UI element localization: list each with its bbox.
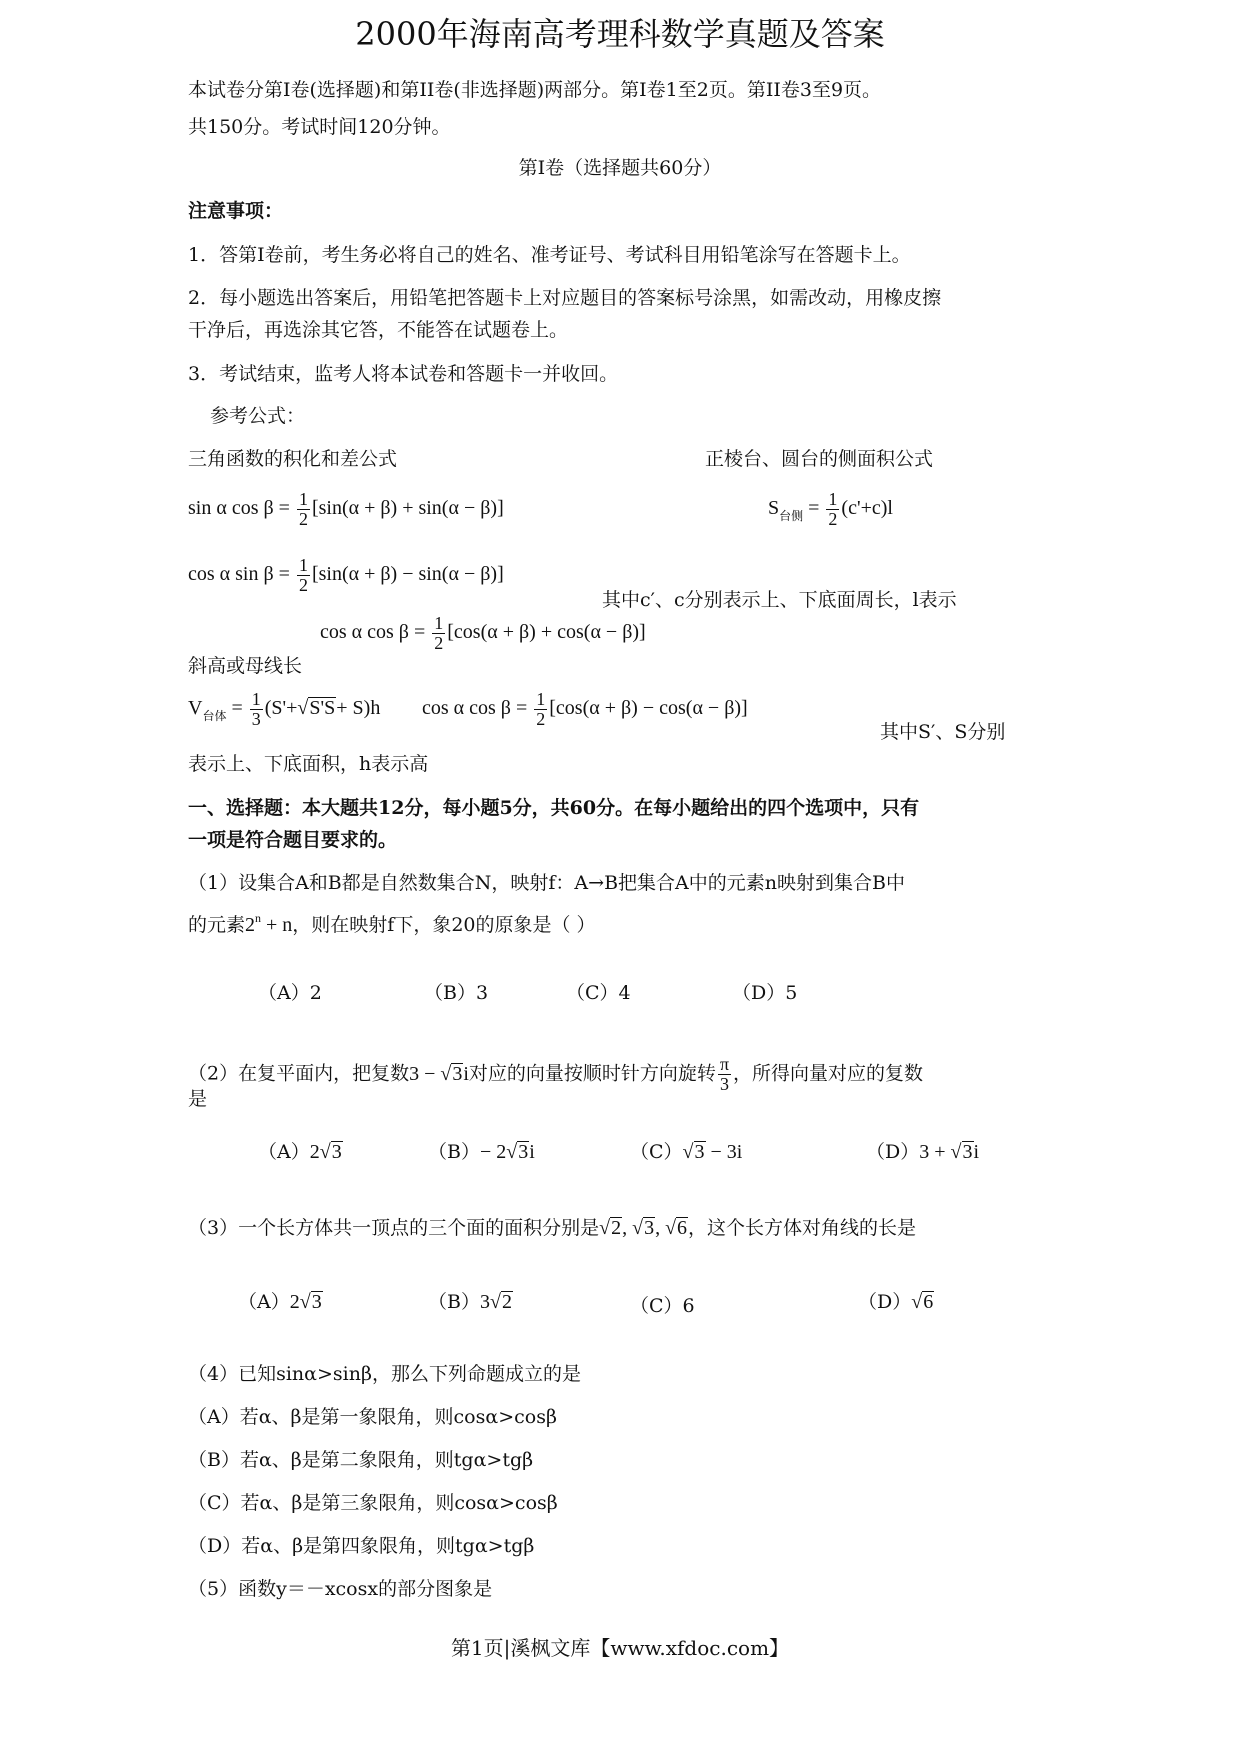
q4-option-a[interactable]: （A）若α、β是第一象限角，则cosα>cosβ xyxy=(188,1406,557,1428)
q1-option-b[interactable]: （B）3 xyxy=(424,982,489,1004)
q1-option-a[interactable]: （A）2 xyxy=(258,982,322,1004)
part1-heading: 第Ⅰ卷（选择题共60分） xyxy=(518,157,722,179)
notice-item-2b: 干净后，再选涂其它答，不能答在试题卷上。 xyxy=(188,319,569,341)
frustum-note-2: 其中S′、S分别 xyxy=(880,721,1006,743)
q3-stem: （3）一个长方体共一顶点的三个面的面积分别是√2, √3, √6，这个长方体对角线的长是 xyxy=(188,1217,917,1239)
notice-item-1: 1．答第Ⅰ卷前，考生务必将自己的姓名、准考证号、考试科目用铅笔涂写在答题卡上。 xyxy=(188,244,911,266)
trig-formula-3: cos α cos β = $\frac{1}{2}$ [cos(α + β) + cos(α − β)] xyxy=(320,613,646,653)
q2-option-b[interactable]: （B）− 2√3i xyxy=(428,1141,535,1163)
intro-line-1: 本试卷分第Ⅰ卷(选择题)和第II卷(非选择题)两部分。第Ⅰ卷1至2页。第II卷3至9页。 xyxy=(188,79,882,101)
formula-lhs: sin α cos β = xyxy=(188,497,290,520)
intro-line-2: 共150分。考试时间120分钟。 xyxy=(188,116,451,138)
page-footer: 第1页|溪枫文库【www.xfdoc.com】 xyxy=(450,1636,790,1660)
q4-option-d[interactable]: （D）若α、β是第四象限角，则tgα>tgβ xyxy=(188,1535,535,1557)
trig-formula-4: cos α cos β = $\frac{1}{2}$ [cos(α + β) − cos(α − β)] xyxy=(422,689,748,729)
frustum-note-1: 其中c′、c分别表示上、下底面周长，l表示 xyxy=(602,589,957,611)
notice-heading: 注意事项： xyxy=(188,200,284,222)
q3-option-d[interactable]: （D）√6 xyxy=(858,1291,934,1313)
q4-stem: （4）已知sinα>sinβ，那么下列命题成立的是 xyxy=(188,1363,581,1385)
section1-heading-2: 一项是符合题目要求的。 xyxy=(188,829,398,851)
notice-item-2a: 2．每小题选出答案后，用铅笔把答题卡上对应题目的答案标号涂黑，如需改动，用橡皮擦 xyxy=(188,287,942,309)
trig-formula-1 xyxy=(188,490,504,529)
q2-stem-1: （2）在复平面内，把复数3 − √3i对应的向量按顺时针方向旋转 $\frac{\pi}{3}$ ，所得向量对应的复数 xyxy=(188,1054,924,1094)
q2-option-d[interactable]: （D）3 + √3i xyxy=(866,1141,980,1163)
fraction-half: $\frac{1}{2}$ xyxy=(298,489,308,529)
q3-option-a[interactable]: （A）2√3 xyxy=(238,1291,322,1313)
page-title: 2000年海南高考理科数学真题及答案 xyxy=(355,15,885,53)
q3-option-c[interactable]: （C）6 xyxy=(630,1295,695,1317)
trig-formula-2: cos α sin β = $\frac{1}{2}$ [sin(α + β) − sin(α − β)] xyxy=(188,555,504,595)
q3-option-b[interactable]: （B）3√2 xyxy=(428,1291,512,1313)
q2-option-c[interactable]: （C）√3 − 3i xyxy=(630,1141,743,1163)
q4-option-b[interactable]: （B）若α、β是第二象限角，则tgα>tgβ xyxy=(188,1449,534,1471)
frustum-formula-heading: 正棱台、圆台的侧面积公式 xyxy=(705,448,934,470)
formula-rhs: [sin(α + β) + sin(α − β)] xyxy=(311,497,504,520)
formula-heading: 参考公式： xyxy=(210,405,306,427)
q2-option-a[interactable]: （A）2√3 xyxy=(258,1141,342,1163)
frustum-lateral-area-formula: $S_{台侧}$ = $\frac{1}{2}$ (c'+c)l xyxy=(768,489,893,529)
frustum-note-1b: 斜高或母线长 xyxy=(188,655,303,677)
q1-stem-2: 的元素2$^n$ + n，则在映射f下，象20的原象是（ ） xyxy=(188,911,596,936)
q4-option-c[interactable]: （C）若α、β是第三象限角，则cosα>cosβ xyxy=(188,1492,558,1514)
q2-stem-2: 是 xyxy=(188,1088,208,1110)
frustum-note-2b: 表示上、下底面积，h表示高 xyxy=(188,753,429,775)
trig-formula-heading: 三角函数的积化和差公式 xyxy=(188,448,398,470)
q1-option-d[interactable]: （D）5 xyxy=(732,982,798,1004)
q1-stem-1: （1）设集合A和B都是自然数集合N，映射f：A→B把集合A中的元素n映射到集合B中 xyxy=(188,872,905,894)
notice-item-3: 3．考试结束，监考人将本试卷和答题卡一并收回。 xyxy=(188,363,619,385)
q1-option-c[interactable]: （C）4 xyxy=(566,982,631,1004)
q5-stem: （5）函数y＝－xcosx的部分图象是 xyxy=(188,1578,493,1600)
frustum-volume-formula: $V_{台体}$ = $\frac{1}{3}$ (S'+√S'S+ S)h xyxy=(188,689,381,729)
section1-heading-1: 一、选择题：本大题共12分，每小题5分，共60分。在每小题给出的四个选项中，只有 xyxy=(188,797,920,819)
